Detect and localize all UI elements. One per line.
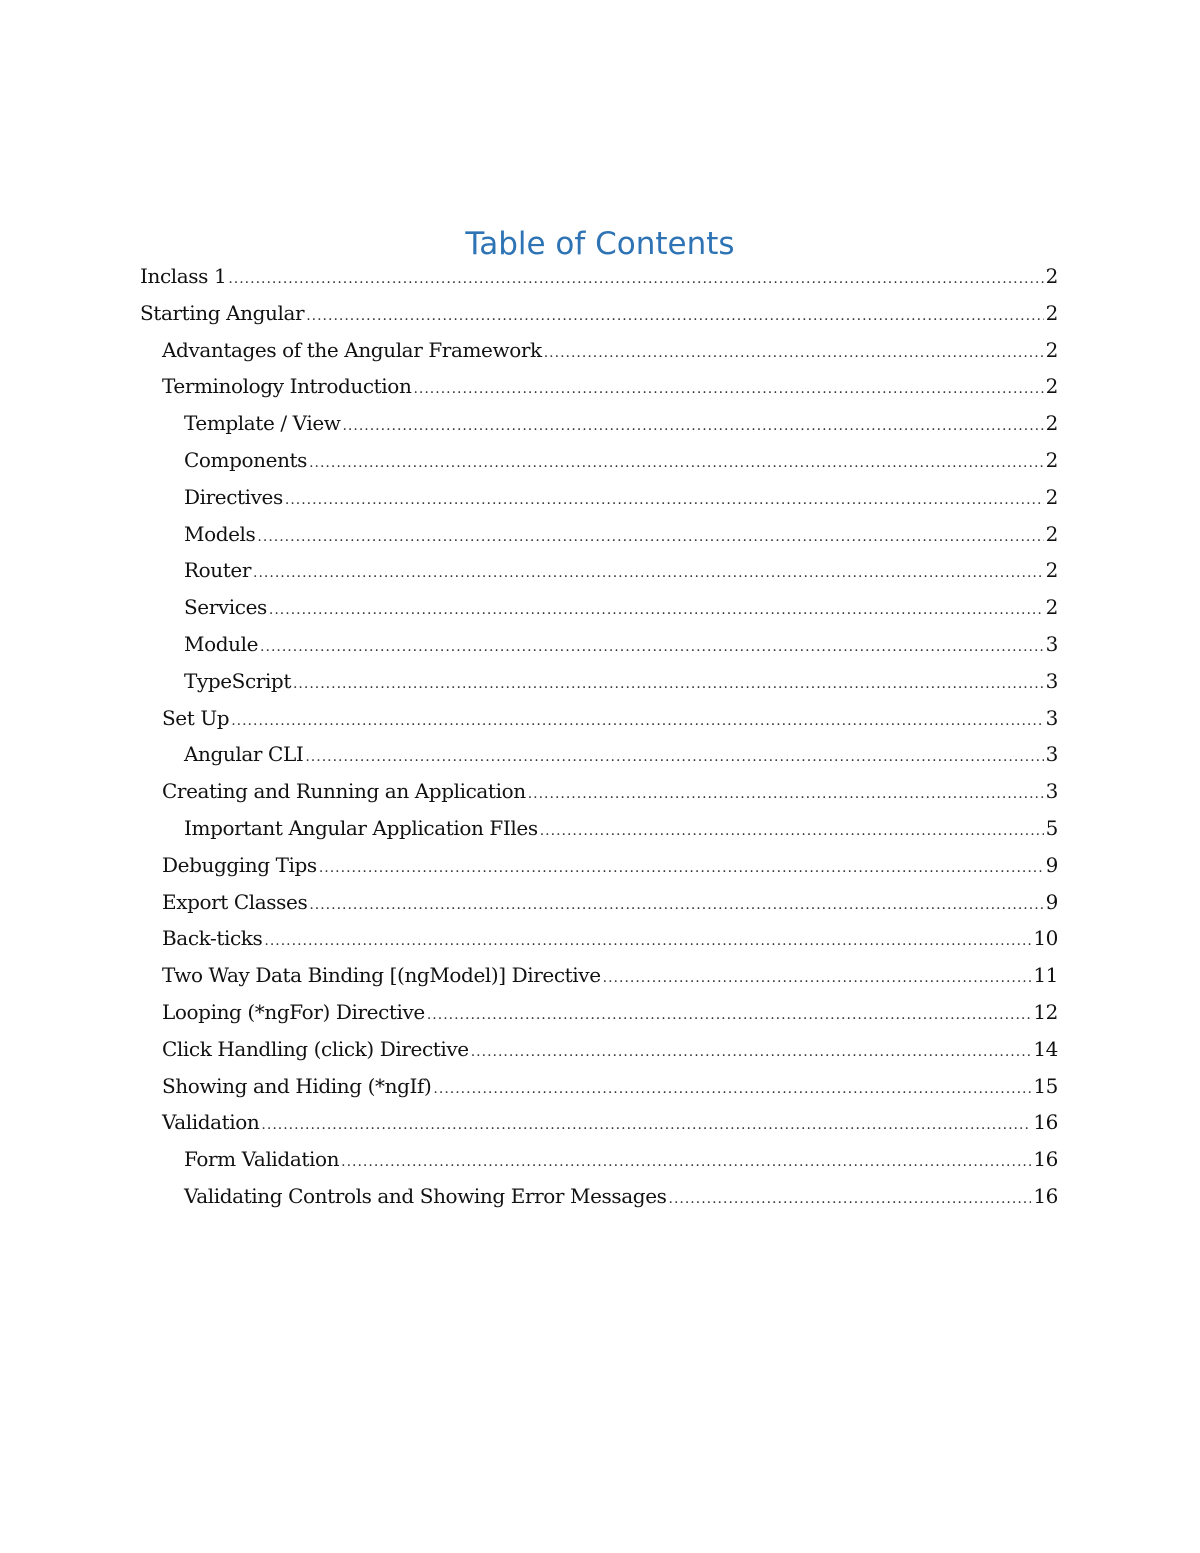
toc-page-number: 16 xyxy=(1033,1147,1058,1172)
toc-dot-leader xyxy=(231,703,1043,740)
toc-dot-leader xyxy=(528,776,1044,813)
toc-dot-leader xyxy=(342,408,1043,445)
toc-entry[interactable] xyxy=(140,258,1058,295)
toc-dot-leader xyxy=(319,850,1044,887)
toc-page-number: 3 xyxy=(1045,742,1058,767)
toc-dot-leader xyxy=(269,592,1044,629)
toc-entry[interactable] xyxy=(140,920,1058,957)
toc-dot-leader xyxy=(309,445,1044,482)
toc-page-number: 10 xyxy=(1033,926,1058,951)
toc-entry-text: Export Classes xyxy=(162,889,308,914)
toc-entry[interactable] xyxy=(140,847,1058,884)
toc-entry-text: Starting Angular xyxy=(140,300,305,325)
toc-page-number: 3 xyxy=(1045,779,1058,804)
toc-entry-text: Two Way Data Binding [(ngModel)] Directive xyxy=(162,963,601,988)
toc-entry[interactable] xyxy=(140,1141,1058,1178)
toc-page-number: 2 xyxy=(1045,558,1058,583)
toc-entry-text: TypeScript xyxy=(184,668,291,693)
toc-entry-text: Form Validation xyxy=(184,1147,340,1172)
toc-dot-leader xyxy=(257,519,1043,556)
toc-entry[interactable] xyxy=(140,736,1058,773)
toc-page-number: 2 xyxy=(1045,264,1058,288)
toc-title: Table of Contents xyxy=(465,226,735,262)
toc-dot-leader xyxy=(471,1034,1032,1071)
toc-entry[interactable] xyxy=(140,810,1058,847)
toc-dot-leader xyxy=(305,739,1043,776)
toc-entry[interactable] xyxy=(140,295,1058,332)
toc-entry[interactable] xyxy=(140,773,1058,810)
toc-dot-leader xyxy=(427,997,1032,1034)
toc-page-number: 2 xyxy=(1045,300,1058,325)
toc-dot-leader xyxy=(603,960,1032,997)
toc-entry[interactable] xyxy=(140,1031,1058,1068)
toc-entry[interactable] xyxy=(140,626,1058,663)
toc-entry[interactable] xyxy=(140,994,1058,1031)
toc-page-number: 3 xyxy=(1045,668,1058,693)
toc-dot-leader xyxy=(544,335,1044,372)
toc-dot-leader xyxy=(433,1071,1031,1108)
toc-entry-text: Components xyxy=(184,447,308,472)
toc-entry-text: Terminology Introduction xyxy=(162,374,412,399)
toc-entry[interactable] xyxy=(140,700,1058,737)
toc-page-number: 2 xyxy=(1045,484,1058,509)
toc-page-number: 14 xyxy=(1033,1036,1058,1061)
toc-entry[interactable] xyxy=(140,1178,1058,1215)
toc-page-number: 15 xyxy=(1033,1073,1058,1098)
toc-entry[interactable] xyxy=(140,589,1058,626)
toc-page-number: 2 xyxy=(1045,337,1058,362)
toc-page-number: 2 xyxy=(1045,595,1058,620)
toc-page-number: 9 xyxy=(1045,889,1058,914)
toc-entry-text: Services xyxy=(184,595,267,620)
toc-entry[interactable] xyxy=(140,405,1058,442)
toc-entry-text: Models xyxy=(184,521,256,546)
toc-page-number: 2 xyxy=(1045,374,1058,399)
toc-entry[interactable] xyxy=(140,552,1058,589)
toc-dot-leader xyxy=(261,1107,1031,1144)
toc-entry-text: Advantages of the Angular Framework xyxy=(162,337,542,362)
toc-page-number: 3 xyxy=(1045,705,1058,730)
toc-entry-text: Validation xyxy=(162,1110,260,1135)
toc-dot-leader xyxy=(285,482,1044,519)
toc-page-number: 12 xyxy=(1033,999,1058,1024)
toc-page-number: 16 xyxy=(1033,1110,1058,1135)
toc-entry-text: Validating Controls and Showing Error Messages xyxy=(184,1183,667,1208)
toc-entry[interactable] xyxy=(140,1068,1058,1105)
toc-list xyxy=(140,258,1058,1215)
toc-page-number: 2 xyxy=(1045,411,1058,436)
toc-page-number: 2 xyxy=(1045,521,1058,546)
toc-page-number: 16 xyxy=(1033,1183,1058,1208)
toc-page-number: 9 xyxy=(1045,852,1058,877)
toc-dot-leader xyxy=(293,666,1044,703)
toc-entry[interactable] xyxy=(140,957,1058,994)
toc-entry[interactable] xyxy=(140,663,1058,700)
toc-dot-leader xyxy=(413,371,1043,408)
toc-entry-text: Set Up xyxy=(162,705,230,730)
toc-entry-text: Template / View xyxy=(184,411,341,436)
toc-entry-text: Creating and Running an Application xyxy=(162,779,526,804)
toc-entry-text: Back-ticks xyxy=(162,926,263,951)
toc-dot-leader xyxy=(228,261,1043,298)
toc-page-number: 11 xyxy=(1033,963,1058,988)
toc-entry-text: Looping (*ngFor) Directive xyxy=(162,999,425,1024)
toc-entry-text: Debugging Tips xyxy=(162,852,317,877)
toc-page-number: 5 xyxy=(1045,815,1058,840)
toc-entry-text: Angular CLI xyxy=(184,742,304,767)
toc-entry[interactable] xyxy=(140,1104,1058,1141)
toc-entry-text: Module xyxy=(184,631,259,656)
toc-page-number: 3 xyxy=(1045,631,1058,656)
toc-dot-leader xyxy=(306,298,1043,335)
toc-entry-text: Showing and Hiding (*ngIf) xyxy=(162,1073,432,1098)
toc-entry-text: Click Handling (click) Directive xyxy=(162,1036,469,1061)
toc-entry[interactable] xyxy=(140,516,1058,553)
toc-dot-leader xyxy=(309,887,1043,924)
toc-dot-leader xyxy=(264,923,1031,960)
toc-entry[interactable] xyxy=(140,332,1058,369)
toc-entry-text: Inclass 1 xyxy=(140,264,227,288)
toc-page-number: 2 xyxy=(1045,447,1058,472)
toc-dot-leader xyxy=(253,555,1044,592)
toc-entry-text: Router xyxy=(184,558,252,583)
toc-dot-leader xyxy=(669,1181,1032,1218)
toc-entry[interactable] xyxy=(140,368,1058,405)
toc-entry[interactable] xyxy=(140,442,1058,479)
toc-entry[interactable] xyxy=(140,884,1058,921)
toc-dot-leader xyxy=(260,629,1044,666)
toc-dot-leader xyxy=(341,1144,1031,1181)
toc-dot-leader xyxy=(540,813,1044,850)
toc-entry[interactable] xyxy=(140,479,1058,516)
toc-entry-text: Directives xyxy=(184,484,283,509)
toc-entry-text: Important Angular Application FIles xyxy=(184,815,538,840)
